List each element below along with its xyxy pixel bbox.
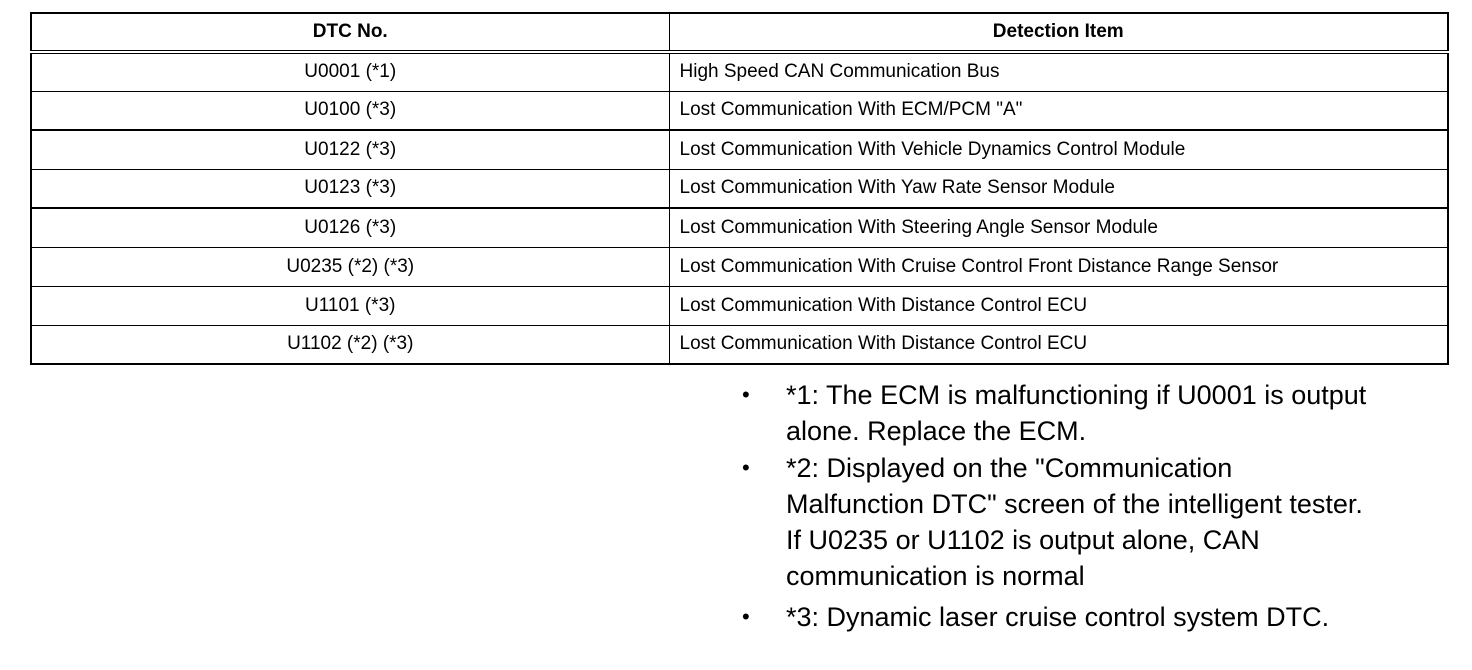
dtc-code-cell: U0122 (*3)	[31, 130, 669, 169]
dtc-code-cell: U0100 (*3)	[31, 91, 669, 130]
header-dtc-no: DTC No.	[31, 13, 669, 52]
detection-item-cell: Lost Communication With Distance Control ECU	[669, 286, 1448, 325]
dtc-code-cell: U0235 (*2) (*3)	[31, 247, 669, 286]
footnote-item	[742, 450, 1452, 594]
detection-item-cell: High Speed CAN Communication Bus	[669, 52, 1448, 91]
dtc-table	[30, 12, 1449, 365]
detection-item-cell: Lost Communication With ECM/PCM "A"	[669, 91, 1448, 130]
footnote-line: Malfunction DTC" screen of the intelligent tester.	[786, 489, 1363, 519]
table-row	[31, 286, 1448, 325]
dtc-code-cell: U0126 (*3)	[31, 208, 669, 247]
dtc-code-cell: U0001 (*1)	[31, 52, 669, 91]
table-row	[31, 208, 1448, 247]
footnote-line: If U0235 or U1102 is output alone, CAN	[786, 525, 1260, 555]
dtc-code-cell: U0123 (*3)	[31, 169, 669, 208]
header-detection-item: Detection Item	[669, 13, 1448, 52]
dtc-code-cell: U1102 (*2) (*3)	[31, 325, 669, 364]
footnotes-list	[742, 377, 1452, 636]
footnote-item	[742, 599, 1452, 635]
bullet-icon: •	[742, 604, 750, 629]
footnote-line: *3: Dynamic laser cruise control system DTC.	[786, 602, 1330, 632]
footnote-line: *1: The ECM is malfunctioning if U0001 is output	[786, 380, 1367, 410]
detection-item-cell: Lost Communication With Cruise Control Front Distance Range Sensor	[669, 247, 1448, 286]
detection-item-cell: Lost Communication With Vehicle Dynamics Control Module	[669, 130, 1448, 169]
bullet-icon: •	[742, 455, 750, 480]
table-row	[31, 325, 1448, 364]
detection-item-cell: Lost Communication With Yaw Rate Sensor Module	[669, 169, 1448, 208]
footnote-line: alone. Replace the ECM.	[786, 416, 1087, 446]
table-row	[31, 91, 1448, 130]
table-row	[31, 52, 1448, 91]
table-row	[31, 169, 1448, 208]
detection-item-cell: Lost Communication With Distance Control ECU	[669, 325, 1448, 364]
detection-item-cell: Lost Communication With Steering Angle Sensor Module	[669, 208, 1448, 247]
footnote-line: *2: Displayed on the "Communication	[786, 453, 1233, 483]
table-row	[31, 247, 1448, 286]
footnote-line: communication is normal	[786, 561, 1085, 591]
bullet-icon: •	[742, 382, 750, 407]
dtc-code-cell: U1101 (*3)	[31, 286, 669, 325]
table-header-row	[31, 13, 1448, 52]
footnote-item	[742, 377, 1452, 449]
table-row	[31, 130, 1448, 169]
